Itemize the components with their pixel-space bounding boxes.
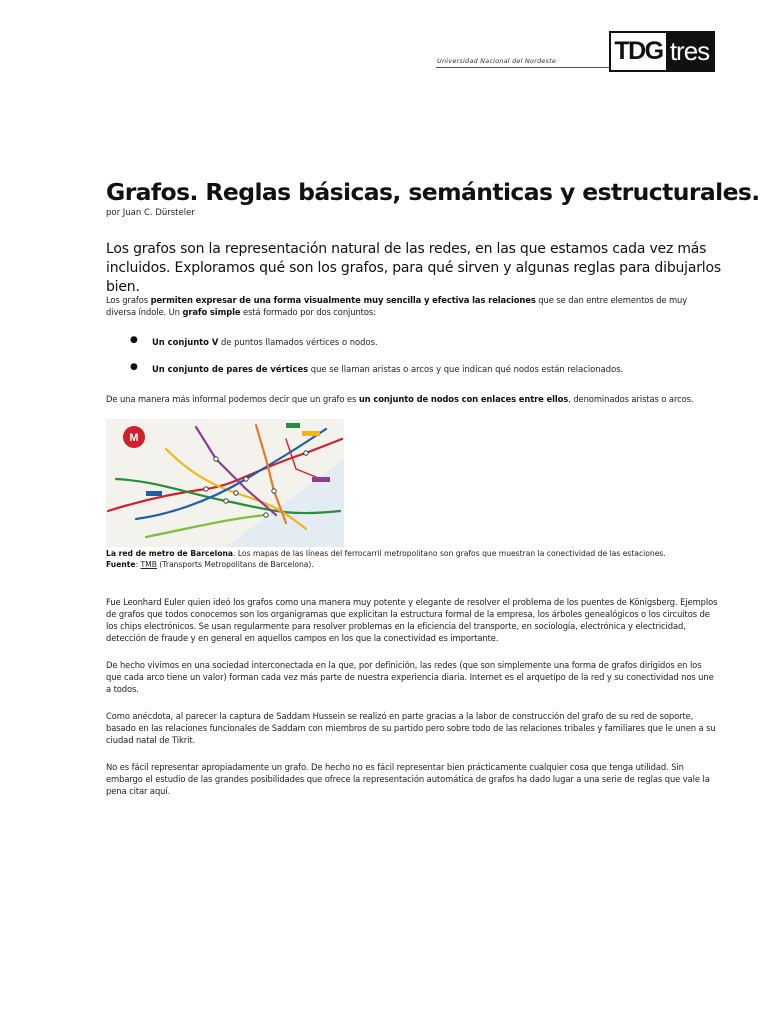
p1-text-a: Los grafos (106, 295, 151, 305)
tmb-link[interactable]: TMB (140, 560, 157, 569)
bullet-bold: Un conjunto V (152, 337, 219, 347)
tdg-logo (609, 31, 715, 72)
svg-text:M: M (129, 432, 139, 444)
page-title: Grafos. Reglas básicas, semánticas y estructurales. (106, 178, 760, 206)
list-item (152, 337, 378, 347)
lead-paragraph: Los grafos son la representación natural de las redes, en las que estamos cada vez más incluidos. Exploramos qué son los grafos, para qué sirven y algunas reglas para dibujarlos bien. (106, 241, 721, 295)
p2-text-a: De una manera más informal podemos decir que un grafo es (106, 394, 359, 404)
paragraph-society: De hecho vivimos en una sociedad interconectada en la que, por definición, las redes (que son simplemente una forma de grafos dirigidos en los que cada arco tiene un valor) forman cada vez más parte de nuestra experiencia diaria. Internet es el arquetipo de la red y su conectividad nos une a todos. (106, 660, 714, 694)
p2-text-c: , denominados aristas o arcos. (568, 394, 694, 404)
caption-line-2 (106, 559, 718, 570)
byline: por Juan C. Dürsteler (106, 208, 195, 218)
metro-map-graphic (106, 419, 344, 547)
p1-text-c: que se dan entre elementos de muy diversa índole. Un (106, 295, 688, 317)
metro-map-image (106, 419, 344, 547)
paragraph-euler: Fue Leonhard Euler quien ideó los grafos como una manera muy potente y elegante de resolver el problema de los puentes de Königsberg. Ejemplos de grafos que todos conocemos son los organigramas que explicitan la estructura formal de la empresa, los árboles genealógicos o los circuitos de los chips electrónicos. Se usan regularmente para resolver problemas en la eficiencia del transporte, en sociología, electrónica y electricidad, detección de fraude y en general en aquellos campos en los que la conectividad es importante. (106, 597, 718, 643)
bullet-bold: Un conjunto de pares de vértices (152, 364, 309, 374)
figure-caption (106, 548, 718, 570)
logo-right: tres (666, 33, 713, 70)
bullet-rest: que se llaman aristas o arcos y que indican qué nodos están relacionados. (308, 364, 624, 374)
paragraph-rules: No es fácil representar apropiadamente un grafo. De hecho no es fácil representar bien prácticamente cualquier cosa que tenga utilidad. Sin embargo el estudio de las grandes posibilidades que ofrece la representación automática de grafos ha dado lugar a una serie de reglas que vale la pena citar aquí. (106, 762, 710, 796)
p1-text-e: está formado por dos conjuntos: (240, 307, 376, 317)
caption-source-label: Fuente (106, 560, 136, 569)
p1-bold-b: permiten expresar de una forma visualmente muy sencilla y efectiva las relaciones (150, 295, 536, 305)
p2-bold-b: un conjunto de nodos con enlaces entre ellos (358, 394, 569, 404)
bullet-dot: ● (130, 335, 138, 345)
paragraph-intro (106, 294, 718, 318)
logo-left: TDG (611, 33, 666, 70)
caption-source-sep: : (135, 560, 141, 569)
paragraph-informal (106, 393, 718, 405)
caption-line-1 (106, 548, 718, 559)
bullet-dot: ● (130, 362, 138, 372)
bullet-rest: de puntos llamados vértices o nodos. (218, 337, 378, 347)
list-item (152, 364, 623, 374)
paragraph-anecdote: Como anécdota, al parecer la captura de Saddam Hussein se realizó en parte gracias a la labor de construcción del grafo de su red de soporte, basado en las relaciones funcionales de Saddam con miembros de su partido pero sobre todo de las relaciones tribales y familiares que le unen a su ciudad natal de Tikrit. (106, 711, 716, 745)
caption-rest: . Los mapas de las líneas del ferrocarril metropolitano son grafos que muestran la conectividad de las estaciones. (233, 549, 666, 558)
university-label: Universidad Nacional del Nordeste (437, 57, 557, 65)
p1-bold-d: grafo simple (182, 307, 241, 317)
caption-source-rest: (Transports Metropolitans de Barcelona). (156, 560, 314, 569)
caption-bold: La red de metro de Barcelona (106, 549, 233, 558)
